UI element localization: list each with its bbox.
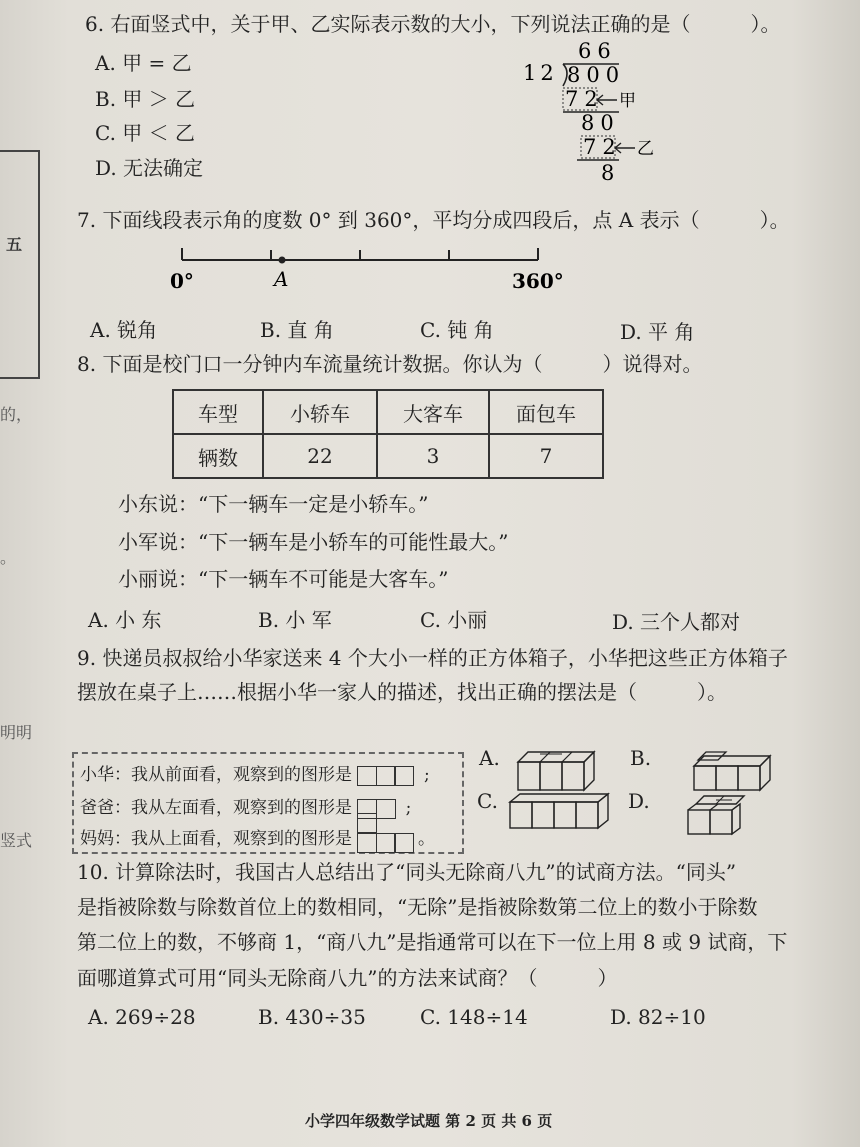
q8-traffic-table	[172, 389, 604, 479]
table-header-row	[173, 390, 603, 434]
q10-line1: 10. 计算除法时，我国古人总结出了“同头无除商八九”的试商方法。“同头”	[77, 860, 737, 884]
q9-desc-top-text: 妈妈：我从上面看，观察到的图形是	[80, 829, 352, 849]
q8-option-b: B. 小 军	[258, 608, 332, 632]
q9-desc-front-text: 小华：我从前面看，观察到的图形是	[80, 765, 352, 785]
division-final-remainder: 8	[601, 161, 615, 185]
table-cell: 7	[489, 434, 603, 478]
top-view-cell	[376, 833, 396, 853]
q9-choice-b-cubes	[692, 748, 782, 794]
q9-stem-line1: 9. 快递员叔叔给小华家送来 4 个大小一样的正方体箱子，小华把这些正方体箱子	[77, 646, 788, 670]
q10-option-a: A. 269÷28	[88, 1005, 196, 1029]
q9-desc-left-end: ;	[405, 798, 412, 818]
table-cell: 22	[263, 434, 377, 478]
q7-option-c: C. 钝 角	[420, 318, 494, 342]
q7-option-b: B. 直 角	[260, 318, 334, 342]
division-product-2: 72	[583, 135, 622, 159]
q7-option-d: D. 平 角	[620, 320, 695, 344]
q9-desc-top	[80, 812, 435, 853]
top-view-cell	[394, 833, 414, 853]
left-margin-fragment: 明明	[0, 723, 33, 742]
q9-choice-d-cubes	[686, 792, 750, 840]
q7-option-a: A. 锐角	[90, 318, 158, 342]
q8-quote-xiaodong: 小东说：“下一辆车一定是小轿车。”	[118, 492, 429, 516]
q8-quote-xiaojun: 小军说：“下一辆车是小轿车的可能性最大。”	[118, 530, 509, 554]
table-header-cell: 面包车	[489, 390, 603, 434]
q9-choice-c-label: C.	[477, 789, 498, 813]
q10-line3: 第二位上的数，不够商 1，“商八九”是指通常可以在下一位上用 8 或 9 试商，下	[77, 930, 788, 954]
q7-number-line	[160, 238, 580, 300]
left-margin-box	[0, 150, 40, 379]
q9-desc-top-end: 。	[418, 829, 436, 849]
top-view-cell	[357, 813, 377, 833]
q10-option-b: B. 430÷35	[258, 1005, 366, 1029]
division-yi-label: 乙	[637, 139, 654, 159]
left-margin-box-char: 五	[6, 235, 23, 254]
q6-option-c: C. 甲 ＜ 乙	[95, 121, 196, 145]
q6-option-d: D. 无法确定	[95, 156, 204, 180]
table-header-cell: 小轿车	[263, 390, 377, 434]
table-cell: 辆数	[173, 434, 263, 478]
label-point-a: A	[274, 267, 289, 291]
q9-stem-line2: 摆放在桌子上……根据小华一家人的描述，找出正确的摆法是（ ）。	[77, 680, 727, 704]
division-quotient: 66	[578, 39, 617, 63]
q10-option-d: D. 82÷10	[610, 1005, 706, 1029]
table-row	[173, 434, 603, 478]
division-product-1: 72	[565, 87, 604, 111]
q9-desc-front	[80, 760, 430, 786]
label-zero-degree: 0°	[170, 269, 194, 293]
division-divisor: 12	[523, 61, 558, 85]
q8-stem: 8. 下面是校门口一分钟内车流量统计数据。你认为（ ）说得对。	[77, 352, 703, 376]
front-view-cell	[376, 766, 396, 786]
front-view-cell	[357, 766, 377, 786]
q8-quote-xiaoli: 小丽说：“下一辆车不可能是大客车。”	[118, 567, 449, 591]
q9-choice-a-label: A.	[479, 746, 500, 770]
division-remainder-1: 80	[581, 111, 620, 135]
division-dividend: 800	[567, 63, 626, 87]
front-view-cell	[394, 766, 414, 786]
q8-option-a: A. 小 东	[88, 608, 162, 632]
point-a	[279, 257, 286, 264]
top-view-cell	[357, 833, 377, 853]
left-margin-fragment: 的，	[0, 405, 33, 424]
q9-choice-d-label: D.	[628, 789, 650, 813]
q9-choice-a-cubes	[516, 748, 616, 794]
top-view-shape	[357, 812, 412, 853]
q9-desc-left-text: 爸爸：我从左面看，观察到的图形是	[80, 798, 352, 818]
q8-option-d: D. 三个人都对	[612, 610, 741, 634]
q10-line2: 是指被除数与除数首位上的数相同，“无除”是指被除数第二位上的数小于除数	[77, 895, 758, 919]
q8-option-c: C. 小丽	[420, 608, 488, 632]
q7-stem: 7. 下面线段表示角的度数 0° 到 360°，平均分成四段后，点 A 表示（ ）。	[77, 208, 790, 232]
page-footer: 小学四年级数学试题 第 2 页 共 6 页	[305, 1112, 553, 1130]
q10-line4: 面哪道算式可用“同头无除商八九”的方法来试商？（ ）	[77, 966, 618, 990]
table-header-cell: 车型	[173, 390, 263, 434]
table-cell: 3	[377, 434, 489, 478]
q9-choice-c-cubes	[508, 792, 614, 832]
left-margin-fragment: 竖式	[0, 831, 33, 850]
q6-stem: 6. 右面竖式中，关于甲、乙实际表示数的大小，下列说法正确的是（ ）。	[85, 12, 781, 36]
q9-choice-b-label: B.	[630, 746, 652, 770]
q6-option-b: B. 甲 ＞ 乙	[95, 87, 196, 111]
division-jia-label: 甲	[619, 91, 636, 111]
q10-option-c: C. 148÷14	[420, 1005, 528, 1029]
q6-option-a: A. 甲 = 乙	[95, 51, 192, 75]
table-header-cell: 大客车	[377, 390, 489, 434]
q9-desc-front-end: ;	[424, 765, 430, 785]
q6-long-division	[515, 36, 675, 186]
label-360-degree: 360°	[512, 269, 564, 293]
left-margin-fragment: 。	[0, 548, 17, 567]
